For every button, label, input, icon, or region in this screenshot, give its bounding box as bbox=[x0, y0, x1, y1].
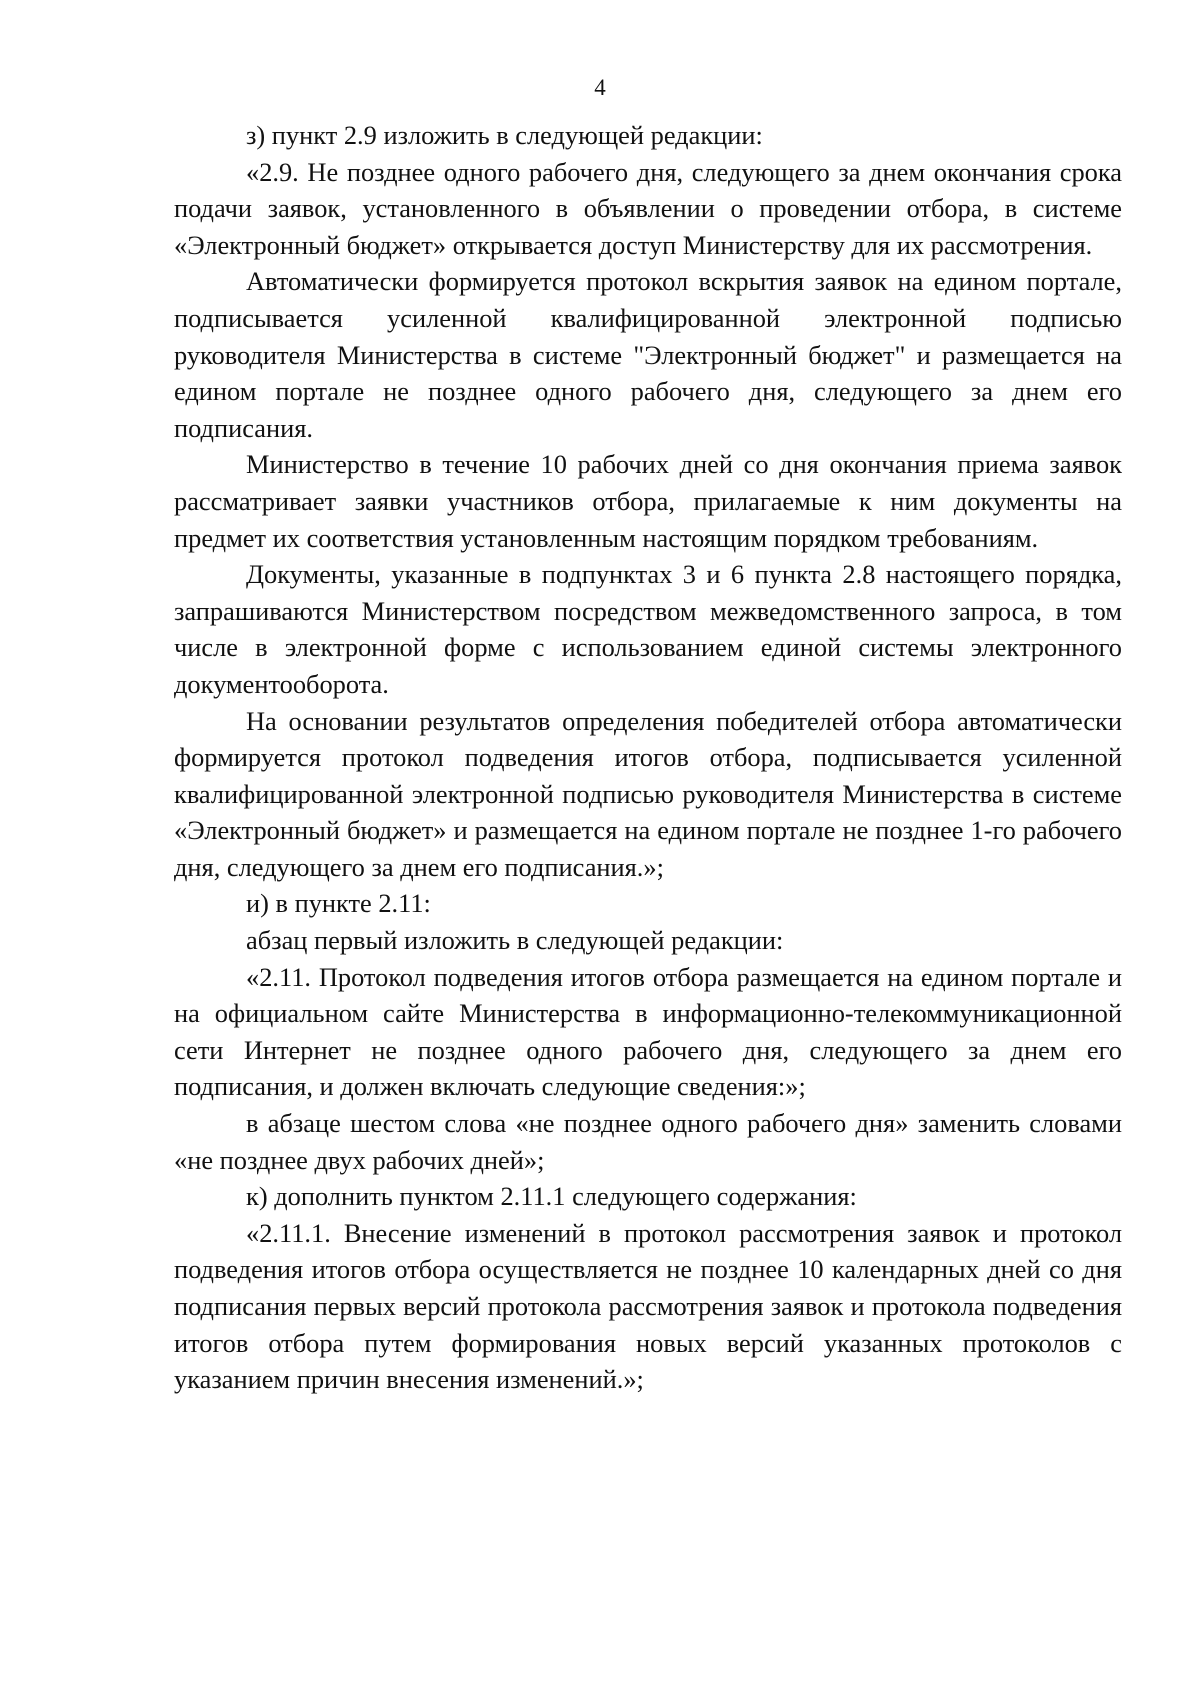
paragraph-item-z: з) пункт 2.9 изложить в следующей редакции: bbox=[246, 120, 763, 150]
document-body bbox=[174, 117, 1122, 1398]
paragraph-results-protocol: На основании результатов определения победителей отбора автоматически формируется протокол подведения итогов отбора, подписывается усиленной квалифицированной электронной подписью руководителя Министерства в системе «Электронный бюджет» и размещается на едином портале не позднее 1-го рабочего дня, следующего за днем его подписания.»; bbox=[174, 705, 1122, 882]
paragraph-review-period: Министерство в течение 10 рабочих дней со дня окончания приема заявок рассматривает заявки участников отбора, прилагаемые к ним документы на предмет их соответствия установленным настоящим порядком требованиям. bbox=[174, 449, 1122, 553]
paragraph-item-k: к) дополнить пунктом 2.11.1 следующего содержания: bbox=[246, 1181, 857, 1212]
paragraph-2-9: «2.9. Не позднее одного рабочего дня, следующего за днем окончания срока подачи заявок, установленного в объявлении о проведении отбора, в системе «Электронный бюджет» открывается доступ Министерству для их рассмотрения. bbox=[174, 156, 1122, 260]
paragraph-first-abzac: абзац первый изложить в следующей редакции: bbox=[246, 925, 784, 956]
paragraph-opening-protocol: Автоматически формируется протокол вскрытия заявок на едином портале, подписывается усиленной квалифицированной электронной подписью руководителя Министерства в системе "Электронный бюджет" и размещается на едином портале не позднее одного рабочего дня, следующего за днем его подписания. bbox=[174, 266, 1122, 443]
paragraph-documents-request: Документы, указанные в подпунктах 3 и 6 пункта 2.8 настоящего порядка, запрашиваются Министерством посредством межведомственного запроса, в том числе в электронной форме с использованием единой системы электронного документооборота. bbox=[174, 559, 1122, 699]
paragraph-sixth-abzac: в абзаце шестом слова «не позднее одного рабочего дня» заменить словами «не позднее двух рабочих дней»; bbox=[174, 1108, 1122, 1175]
page-number: 4 bbox=[594, 75, 606, 100]
paragraph-item-i: и) в пункте 2.11: bbox=[246, 888, 431, 919]
paragraph-2-11-1: «2.11.1. Внесение изменений в протокол рассмотрения заявок и протокол подведения итогов отбора осуществляется не позднее 10 календарных дней со дня подписания первых версий протокола рассмотрения заявок и протокола подведения итогов отбора путем формирования новых версий указанных протоколов с указанием причин внесения изменений.»; bbox=[174, 1217, 1122, 1395]
paragraph-2-11: «2.11. Протокол подведения итогов отбора размещается на едином портале и на официальном сайте Министерства в информационно-телекоммуникационной сети Интернет не позднее одного рабочего дня, следующего за днем его подписания, и должен включать следующие сведения:»; bbox=[174, 961, 1122, 1102]
